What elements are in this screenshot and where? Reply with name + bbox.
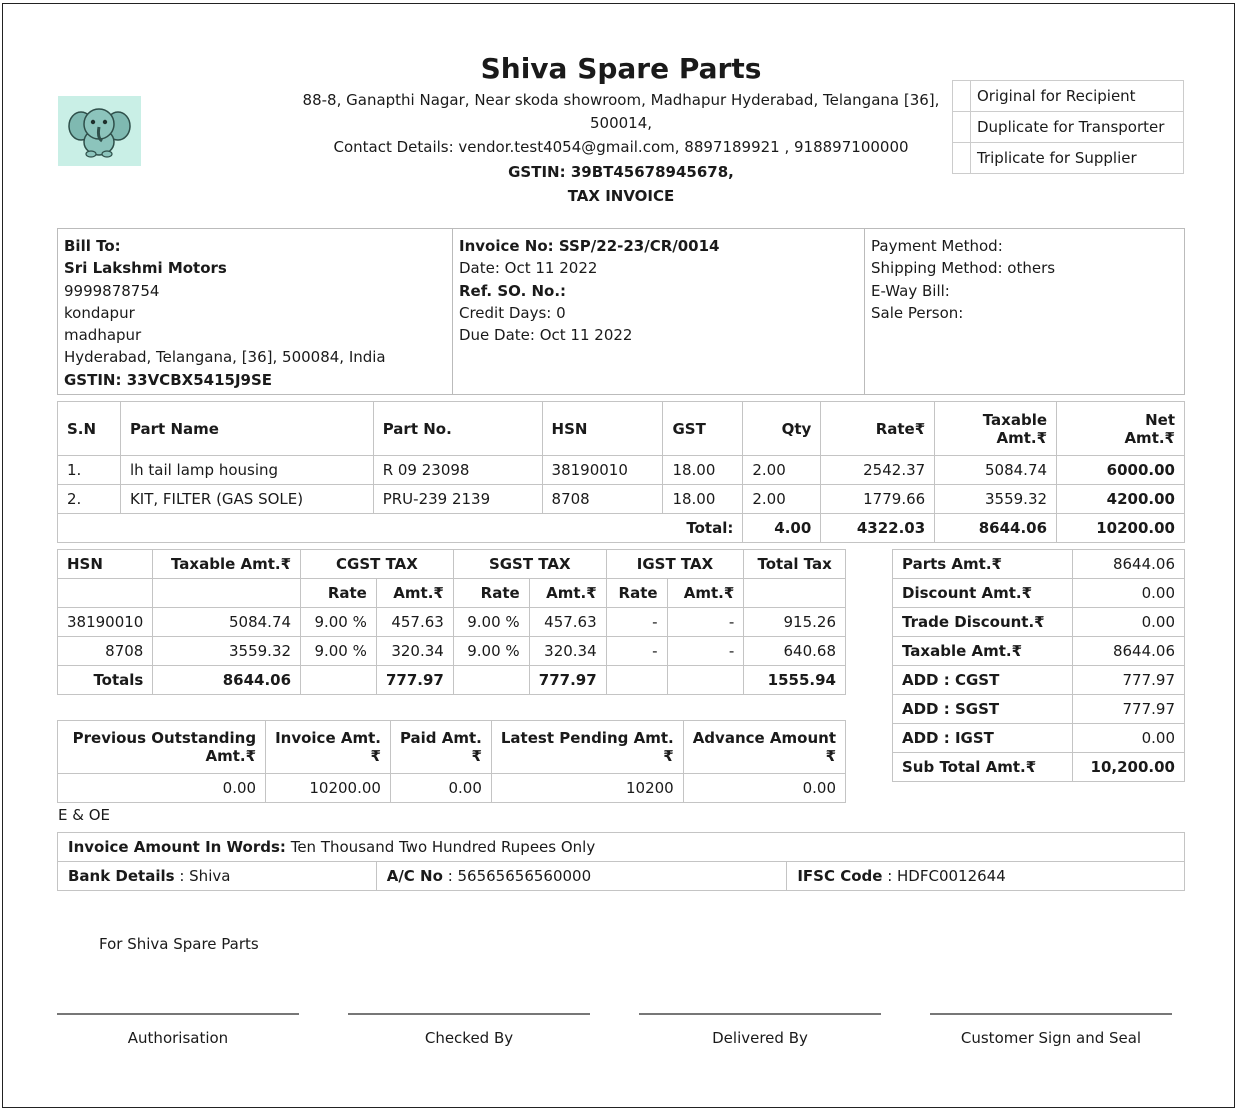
copy-label: Duplicate for Transporter: [971, 112, 1184, 143]
tax-totals-taxable: 8644.06: [153, 666, 301, 695]
company-name: Shiva Spare Parts: [480, 52, 762, 85]
amount-summary-table: [892, 549, 1185, 782]
col-header-paid-amt: [390, 721, 491, 774]
amount-words-value: Ten Thousand Two Hundred Rupees Only: [290, 838, 596, 856]
amount-row: [893, 637, 1185, 666]
empty-cell: [453, 666, 529, 695]
item-row: [58, 485, 1185, 514]
copy-label: Triplicate for Supplier: [971, 143, 1184, 174]
item-taxable: 5084.74: [935, 456, 1057, 485]
header-line: Net: [1145, 410, 1175, 429]
company-address-line1: 88-8, Ganapthi Nagar, Near skoda showroom, Madhapur Hyderabad, Telangana [36],: [302, 91, 940, 109]
amount-row: [893, 666, 1185, 695]
company-contact: Contact Details: vendor.test4054@gmail.com, 8897189921 , 918897100000: [333, 138, 909, 156]
customer-address-line: kondapur: [64, 303, 135, 322]
for-company: For Shiva Spare Parts: [99, 935, 259, 953]
col-header-invoice-amt: [266, 721, 391, 774]
amount-row: [893, 579, 1185, 608]
tax-subcol-amt: Amt.₹: [376, 579, 453, 608]
credit-days: Credit Days: 0: [459, 303, 566, 322]
items-total-qty: 4.00: [743, 514, 821, 543]
sale-person: Sale Person:: [871, 303, 964, 322]
invoice-info-block: [57, 228, 1185, 395]
bank-details: [58, 862, 377, 891]
bank-label: Bank Details: [68, 867, 175, 885]
col-header-sn: S.N: [58, 402, 121, 456]
items-table: [57, 401, 1185, 543]
tax-row: [58, 637, 846, 666]
customer-gstin: GSTIN: 33VCBX5415J9SE: [64, 370, 273, 389]
copy-label: Original for Recipient: [971, 81, 1184, 112]
tax-igst-rate: -: [606, 637, 667, 666]
subtotal-label: Sub Total Amt.₹: [893, 753, 1073, 782]
col-header-pending-amt: [491, 721, 683, 774]
copy-row: [953, 81, 1184, 112]
bank-value: : Shiva: [179, 867, 231, 885]
tax-totals-row: [58, 666, 846, 695]
bill-to-section: [58, 229, 452, 394]
tax-header-row: [58, 550, 846, 579]
payment-method: Payment Method:: [871, 237, 1003, 255]
words-bank-table: [57, 832, 1185, 891]
amount-value: 0.00: [1073, 608, 1185, 637]
tax-totals-cgst: 777.97: [376, 666, 453, 695]
item-part-no: R 09 23098: [373, 456, 542, 485]
item-row: [58, 456, 1185, 485]
copy-checkbox[interactable]: [953, 81, 971, 112]
empty-cell: [744, 579, 846, 608]
signature-label-delivered-by: Delivered By: [712, 1029, 808, 1047]
col-header-advance-amt: [683, 721, 845, 774]
col-header-part-name: Part Name: [120, 402, 373, 456]
header-line: Latest Pending Amt.: [500, 729, 674, 747]
tax-sgst-rate: 9.00 %: [453, 637, 529, 666]
col-header-taxable: [935, 402, 1057, 456]
amount-row: [893, 608, 1185, 637]
tax-col-sgst: SGST TAX: [453, 550, 606, 579]
amount-label: Taxable Amt.₹: [893, 637, 1073, 666]
signature-label-checked-by: Checked By: [424, 1029, 514, 1047]
invoice-details-section: [452, 229, 864, 394]
item-gst: 18.00: [663, 456, 743, 485]
item-part-no: PRU-239 2139: [373, 485, 542, 514]
tax-subcol-rate: Rate: [301, 579, 377, 608]
amount-in-words: [58, 833, 1185, 862]
tax-col-taxable: Taxable Amt.₹: [153, 550, 301, 579]
tax-col-cgst: CGST TAX: [301, 550, 454, 579]
signature-line: [348, 1013, 590, 1015]
tax-total: 640.68: [744, 637, 846, 666]
col-header-net: [1057, 402, 1185, 456]
item-qty: 2.00: [743, 485, 821, 514]
col-header-rate: Rate₹: [821, 402, 935, 456]
amount-value: 8644.06: [1073, 550, 1185, 579]
col-header-prev-outstanding: [58, 721, 266, 774]
tax-cgst-rate: 9.00 %: [301, 637, 377, 666]
bank-row: [58, 862, 1185, 891]
amount-label: ADD : CGST: [893, 666, 1073, 695]
empty-cell: [58, 579, 153, 608]
signature-label-authorisation: Authorisation: [127, 1029, 229, 1047]
header-line: ₹: [370, 747, 381, 765]
items-total-row: [58, 514, 1185, 543]
bill-to-heading: Bill To:: [64, 237, 121, 255]
item-part-name: KIT, FILTER (GAS SOLE): [120, 485, 373, 514]
tax-totals-label: Totals: [58, 666, 153, 695]
item-part-name: lh tail lamp housing: [120, 456, 373, 485]
col-header-gst: GST: [663, 402, 743, 456]
copy-type-table: [952, 80, 1184, 174]
header-line: ₹: [471, 747, 482, 765]
tax-subcol-amt: Amt.₹: [667, 579, 744, 608]
item-qty: 2.00: [743, 456, 821, 485]
tax-summary-table: [57, 549, 846, 695]
amount-value: 777.97: [1073, 666, 1185, 695]
item-sn: 2.: [58, 485, 121, 514]
tax-hsn: 38190010: [58, 608, 153, 637]
amount-value: 8644.06: [1073, 637, 1185, 666]
outstanding-header-row: [58, 721, 846, 774]
customer-name: Sri Lakshmi Motors: [64, 259, 227, 278]
amount-row: [893, 724, 1185, 753]
customer-phone: 9999878754: [64, 281, 160, 300]
tax-subheader-row: [58, 579, 846, 608]
company-address-line2: 500014,: [589, 114, 653, 132]
tax-subcol-rate: Rate: [453, 579, 529, 608]
col-header-part-no: Part No.: [373, 402, 542, 456]
tax-igst-amt: -: [667, 608, 744, 637]
tax-totals-total: 1555.94: [744, 666, 846, 695]
ifsc-value: : HDFC0012644: [887, 867, 1006, 885]
pending-amt-value: 10200: [491, 774, 683, 803]
item-rate: 2542.37: [821, 456, 935, 485]
amount-value: 0.00: [1073, 724, 1185, 753]
tax-cgst-amt: 457.63: [376, 608, 453, 637]
header-line: Amt.₹: [205, 747, 257, 765]
tax-cgst-amt: 320.34: [376, 637, 453, 666]
header-line: Paid Amt.: [399, 729, 482, 747]
header-line: Amt.₹: [996, 428, 1048, 447]
paid-amt-value: 0.00: [390, 774, 491, 803]
invoice-date: Date: Oct 11 2022: [459, 259, 598, 278]
header-line: Previous Outstanding: [72, 729, 257, 747]
tax-totals-sgst: 777.97: [529, 666, 606, 695]
account-number: [376, 862, 787, 891]
item-taxable: 3559.32: [935, 485, 1057, 514]
empty-cell: [606, 666, 667, 695]
amount-label: Trade Discount.₹: [893, 608, 1073, 637]
subtotal-value: 10,200.00: [1073, 753, 1185, 782]
tax-total: 915.26: [744, 608, 846, 637]
advance-amt-value: 0.00: [683, 774, 845, 803]
amount-value: 0.00: [1073, 579, 1185, 608]
account-label: A/C No: [386, 867, 443, 885]
tax-sgst-amt: 320.34: [529, 637, 606, 666]
item-hsn: 8708: [542, 485, 663, 514]
tax-cgst-rate: 9.00 %: [301, 608, 377, 637]
amount-label: ADD : SGST: [893, 695, 1073, 724]
company-logo: [58, 96, 141, 166]
empty-cell: [301, 666, 377, 695]
items-header-row: [58, 402, 1185, 456]
empty-cell: [667, 666, 744, 695]
header-line: ₹: [663, 747, 674, 765]
eway-bill: E-Way Bill:: [871, 281, 950, 300]
shipping-method: Shipping Method: others: [871, 259, 1056, 278]
amount-value: 777.97: [1073, 695, 1185, 724]
header-line: Invoice Amt.: [275, 729, 381, 747]
item-sn: 1.: [58, 456, 121, 485]
due-date: Due Date: Oct 11 2022: [459, 326, 633, 345]
account-value: : 56565656560000: [447, 867, 592, 885]
tax-col-igst: IGST TAX: [606, 550, 744, 579]
items-total-rate: 4322.03: [821, 514, 935, 543]
amount-row: [893, 695, 1185, 724]
copy-row: [953, 143, 1184, 174]
elephant-icon: [58, 96, 141, 166]
col-header-hsn: HSN: [542, 402, 663, 456]
tax-subcol-rate: Rate: [606, 579, 667, 608]
signature-line: [639, 1013, 881, 1015]
tax-igst-amt: -: [667, 637, 744, 666]
header-line: Taxable: [982, 410, 1048, 429]
invoice-amt-value: 10200.00: [266, 774, 391, 803]
items-total-net: 10200.00: [1057, 514, 1185, 543]
amount-words-label: Invoice Amount In Words:: [68, 838, 286, 856]
tax-igst-rate: -: [606, 608, 667, 637]
signature-line: [57, 1013, 299, 1015]
tax-taxable: 3559.32: [153, 637, 301, 666]
eoe-note: E & OE: [58, 806, 110, 824]
amount-words-row: [58, 833, 1185, 862]
header-line: Advance Amount: [692, 729, 836, 747]
customer-address-line: Hyderabad, Telangana, [36], 500084, India: [64, 348, 386, 367]
customer-address-line: madhapur: [64, 326, 142, 345]
signature-line: [930, 1013, 1172, 1015]
amount-label: Discount Amt.₹: [893, 579, 1073, 608]
copy-checkbox[interactable]: [953, 143, 971, 174]
item-hsn: 38190010: [542, 456, 663, 485]
document-type: TAX INVOICE: [567, 187, 675, 205]
outstanding-values-row: [58, 774, 846, 803]
item-net: 4200.00: [1057, 485, 1185, 514]
items-total-taxable: 8644.06: [935, 514, 1057, 543]
tax-sgst-amt: 457.63: [529, 608, 606, 637]
items-total-label: Total:: [58, 514, 743, 543]
tax-row: [58, 608, 846, 637]
tax-col-total: Total Tax: [744, 550, 846, 579]
company-gstin: GSTIN: 39BT45678945678,: [508, 163, 734, 181]
outstanding-table: [57, 720, 846, 803]
ref-so-number: Ref. SO. No.:: [459, 281, 567, 300]
tax-subcol-amt: Amt.₹: [529, 579, 606, 608]
amount-row: [893, 550, 1185, 579]
copy-row: [953, 112, 1184, 143]
col-header-qty: Qty: [743, 402, 821, 456]
item-net: 6000.00: [1057, 456, 1185, 485]
copy-checkbox[interactable]: [953, 112, 971, 143]
ifsc-label: IFSC Code: [797, 867, 883, 885]
ifsc-code: [787, 862, 1185, 891]
tax-sgst-rate: 9.00 %: [453, 608, 529, 637]
subtotal-row: [893, 753, 1185, 782]
amount-label: Parts Amt.₹: [893, 550, 1073, 579]
prev-outstanding-value: 0.00: [58, 774, 266, 803]
header-line: ₹: [825, 747, 836, 765]
tax-taxable: 5084.74: [153, 608, 301, 637]
tax-col-hsn: HSN: [58, 550, 153, 579]
signature-label-customer: Customer Sign and Seal: [960, 1029, 1142, 1047]
item-rate: 1779.66: [821, 485, 935, 514]
header-line: Amt.₹: [1124, 428, 1175, 447]
shipping-section: [864, 229, 1184, 394]
amount-label: ADD : IGST: [893, 724, 1073, 753]
tax-hsn: 8708: [58, 637, 153, 666]
item-gst: 18.00: [663, 485, 743, 514]
invoice-number: Invoice No: SSP/22-23/CR/0014: [459, 237, 720, 255]
empty-cell: [153, 579, 301, 608]
